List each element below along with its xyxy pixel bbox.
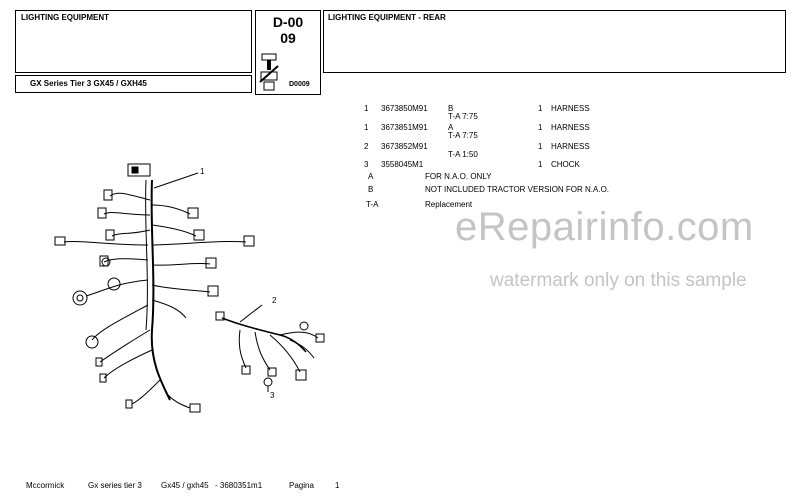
part-number: 3673852M91: [381, 142, 428, 151]
part-ref: 1: [364, 123, 369, 132]
model-label: GX Series Tier 3 GX45 / GXH45: [30, 79, 147, 88]
part-desc: HARNESS: [551, 104, 590, 113]
watermark-main: eRepairinfo.com: [455, 205, 754, 249]
part-number: 3673850M91: [381, 104, 428, 113]
part-ref: 3: [364, 160, 369, 169]
footer-brand: Mccormick: [26, 481, 65, 490]
part-note: B: [448, 104, 454, 113]
footer-model: Gx45 / gxh45: [161, 481, 209, 490]
callout-1: 1: [200, 167, 205, 176]
section-title: LIGHTING EQUIPMENT: [21, 13, 109, 22]
legend-key: T-A: [366, 200, 379, 209]
part-qty: 1: [538, 142, 543, 151]
footer-page-label: Pagina: [289, 481, 314, 490]
legend-key: A: [368, 172, 374, 181]
page-ref-code: D0009: [289, 81, 310, 88]
section-number: 09: [280, 30, 296, 46]
callout-3: 3: [270, 391, 275, 400]
part-number: 3558045M1: [381, 160, 424, 169]
part-note-2: T-A 7:75: [448, 112, 478, 121]
part-number: 3673851M91: [381, 123, 428, 132]
part-qty: 1: [538, 123, 543, 132]
section-code: D-00: [272, 14, 304, 30]
legend-text: FOR N.A.O. ONLY: [425, 172, 492, 181]
part-ref: 1: [364, 104, 369, 113]
part-note: A: [448, 123, 454, 132]
part-qty: 1: [538, 104, 543, 113]
part-desc: CHOCK: [551, 160, 580, 169]
legend-key: B: [368, 185, 374, 194]
footer-series: Gx series tier 3: [88, 481, 142, 490]
part-note-2: T-A 7:75: [448, 131, 478, 140]
part-note-2: T-A 1:50: [448, 150, 478, 159]
assembly-title: LIGHTING EQUIPMENT - REAR: [328, 13, 446, 22]
legend-text: Replacement: [425, 200, 473, 209]
legend-text: NOT INCLUDED TRACTOR VERSION FOR N.A.O.: [425, 185, 610, 194]
footer-page-number: 1: [335, 481, 340, 490]
part-ref: 2: [364, 142, 369, 151]
part-desc: HARNESS: [551, 123, 590, 132]
callout-2: 2: [272, 296, 277, 305]
watermark-sub: watermark only on this sample: [490, 270, 747, 291]
part-qty: 1: [538, 160, 543, 169]
part-desc: HARNESS: [551, 142, 590, 151]
footer-doc: - 3680351m1: [215, 481, 263, 490]
